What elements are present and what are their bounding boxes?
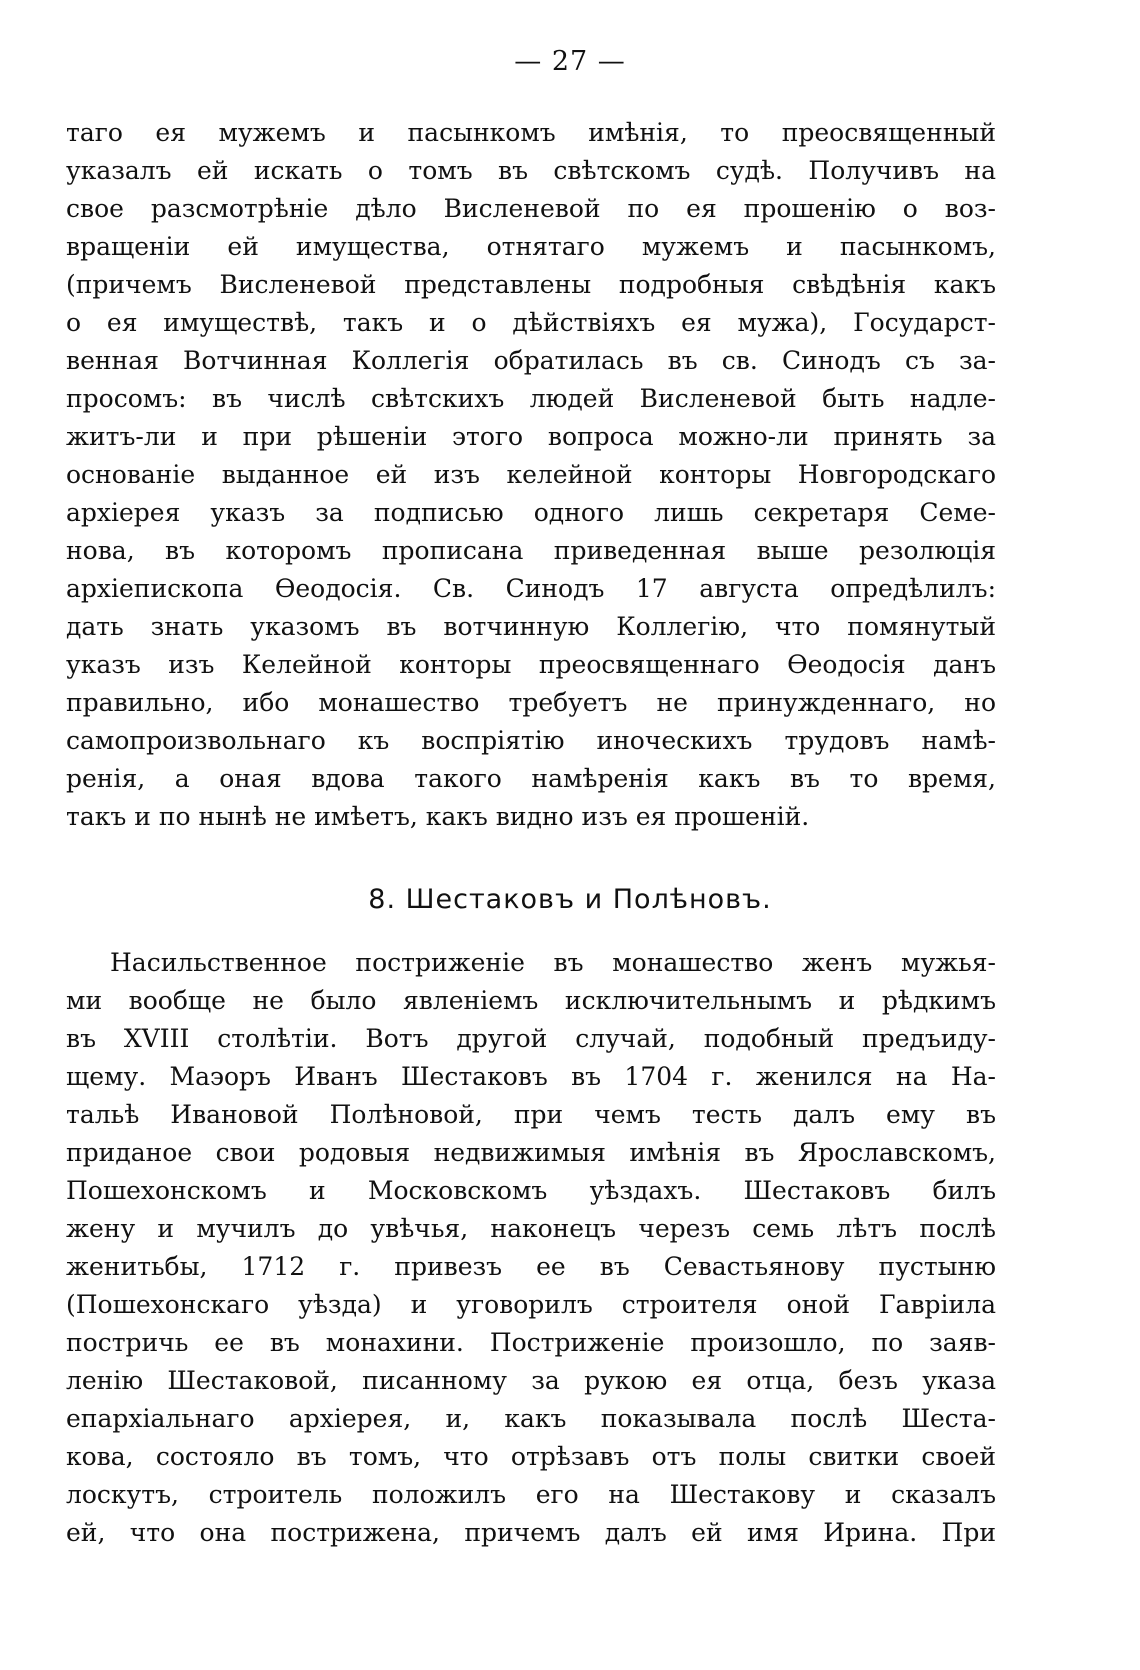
text-line: постричь ее въ монахини. Постриженіе произошло, по заяв- [66, 1328, 996, 1357]
text-line: тальѣ Ивановой Полѣновой, при чемъ тесть далъ ему въ [66, 1100, 996, 1129]
text-line: просомъ: въ числѣ свѣтскихъ людей Висленевой быть надле- [66, 384, 996, 413]
text-line: щему. Маэоръ Иванъ Шестаковъ въ 1704 г. женился на На- [66, 1062, 996, 1091]
text-line: указъ изъ Келейной конторы преосвященнаго Ѳеодосія данъ [66, 650, 996, 679]
text-line: женитьбы, 1712 г. привезъ ее въ Севастьянову пустыню [66, 1252, 996, 1281]
text-line: Пошехонскомъ и Московскомъ уѣздахъ. Шестаковъ билъ [66, 1176, 996, 1205]
text-line: (Пошехонскаго уѣзда) и уговорилъ строителя оной Гаврiила [66, 1290, 996, 1319]
paragraph-2 [66, 944, 996, 1552]
text-line: основаніе выданное ей изъ келейной конторы Новгородскаго [66, 460, 996, 489]
text-line: приданое свои родовыя недвижимыя имѣнія въ Ярославскомъ, [66, 1138, 996, 1167]
text-line: Насильственное постриженіе въ монашество женъ мужья- [110, 948, 996, 977]
page-number: — 27 — [514, 46, 626, 77]
text-line: ей, что она пострижена, причемъ далъ ей имя Ирина. При [66, 1518, 996, 1547]
text-line: ренія, а оная вдова такого намѣренія какъ въ то время, [66, 764, 996, 793]
text-line: епархіальнаго архіерея, и, какъ показывала послѣ Шеста- [66, 1404, 996, 1433]
text-line: архіепископа Ѳеодосія. Св. Синодъ 17 августа опредѣлилъ: [66, 574, 996, 603]
paragraph-1 [66, 114, 996, 836]
text-line: таго ея мужемъ и пасынкомъ имѣнія, то преосвященный [66, 118, 996, 147]
text-line: венная Вотчинная Коллегія обратилась въ св. Синодъ съ за- [66, 346, 996, 375]
text-line: лоскутъ, строитель положилъ его на Шестакову и сказалъ [66, 1480, 996, 1509]
text-line: нова, въ которомъ прописана приведенная выше резолюція [66, 536, 996, 565]
text-line: такъ и по нынѣ не имѣетъ, какъ видно изъ ея прошеній. [66, 802, 810, 831]
text-line: житъ-ли и при рѣшеніи этого вопроса можно-ли принять за [66, 422, 996, 451]
text-line: жену и мучилъ до увѣчья, наконецъ черезъ семь лѣтъ послѣ [66, 1214, 996, 1243]
text-line: вращеніи ей имущества, отнятаго мужемъ и пасынкомъ, [66, 232, 996, 261]
text-line: ми вообще не было явленіемъ исключительнымъ и рѣдкимъ [66, 986, 996, 1015]
text-line: архіерея указъ за подписью одного лишь секретаря Семе- [66, 498, 996, 527]
text-line: указалъ ей искать о томъ въ свѣтскомъ судѣ. Получивъ на [66, 156, 996, 185]
text-line: (причемъ Висленевой представлены подробныя свѣдѣнія какъ [66, 270, 996, 299]
text-line: о ея имуществѣ, такъ и о дѣйствіяхъ ея мужа), Государст- [66, 308, 996, 337]
text-line: кова, состояло въ томъ, что отрѣзавъ отъ полы свитки своей [66, 1442, 996, 1471]
text-line: въ XVIII столѣтіи. Вотъ другой случай, подобный предъиду- [66, 1024, 996, 1053]
section-heading: 8. Шестаковъ и Полѣновъ. [368, 884, 772, 915]
text-line: самопроизвольнаго къ воспріятію иноческихъ трудовъ намѣ- [66, 726, 996, 755]
text-line: ленію Шестаковой, писанному за рукою ея отца, безъ указа [66, 1366, 996, 1395]
text-line: свое разсмотрѣніе дѣло Висленевой по ея прошенію о воз- [66, 194, 996, 223]
text-line: правильно, ибо монашество требуетъ не принужденнаго, но [66, 688, 996, 717]
text-line: дать знать указомъ въ вотчинную Коллегію, что помянутый [66, 612, 996, 641]
